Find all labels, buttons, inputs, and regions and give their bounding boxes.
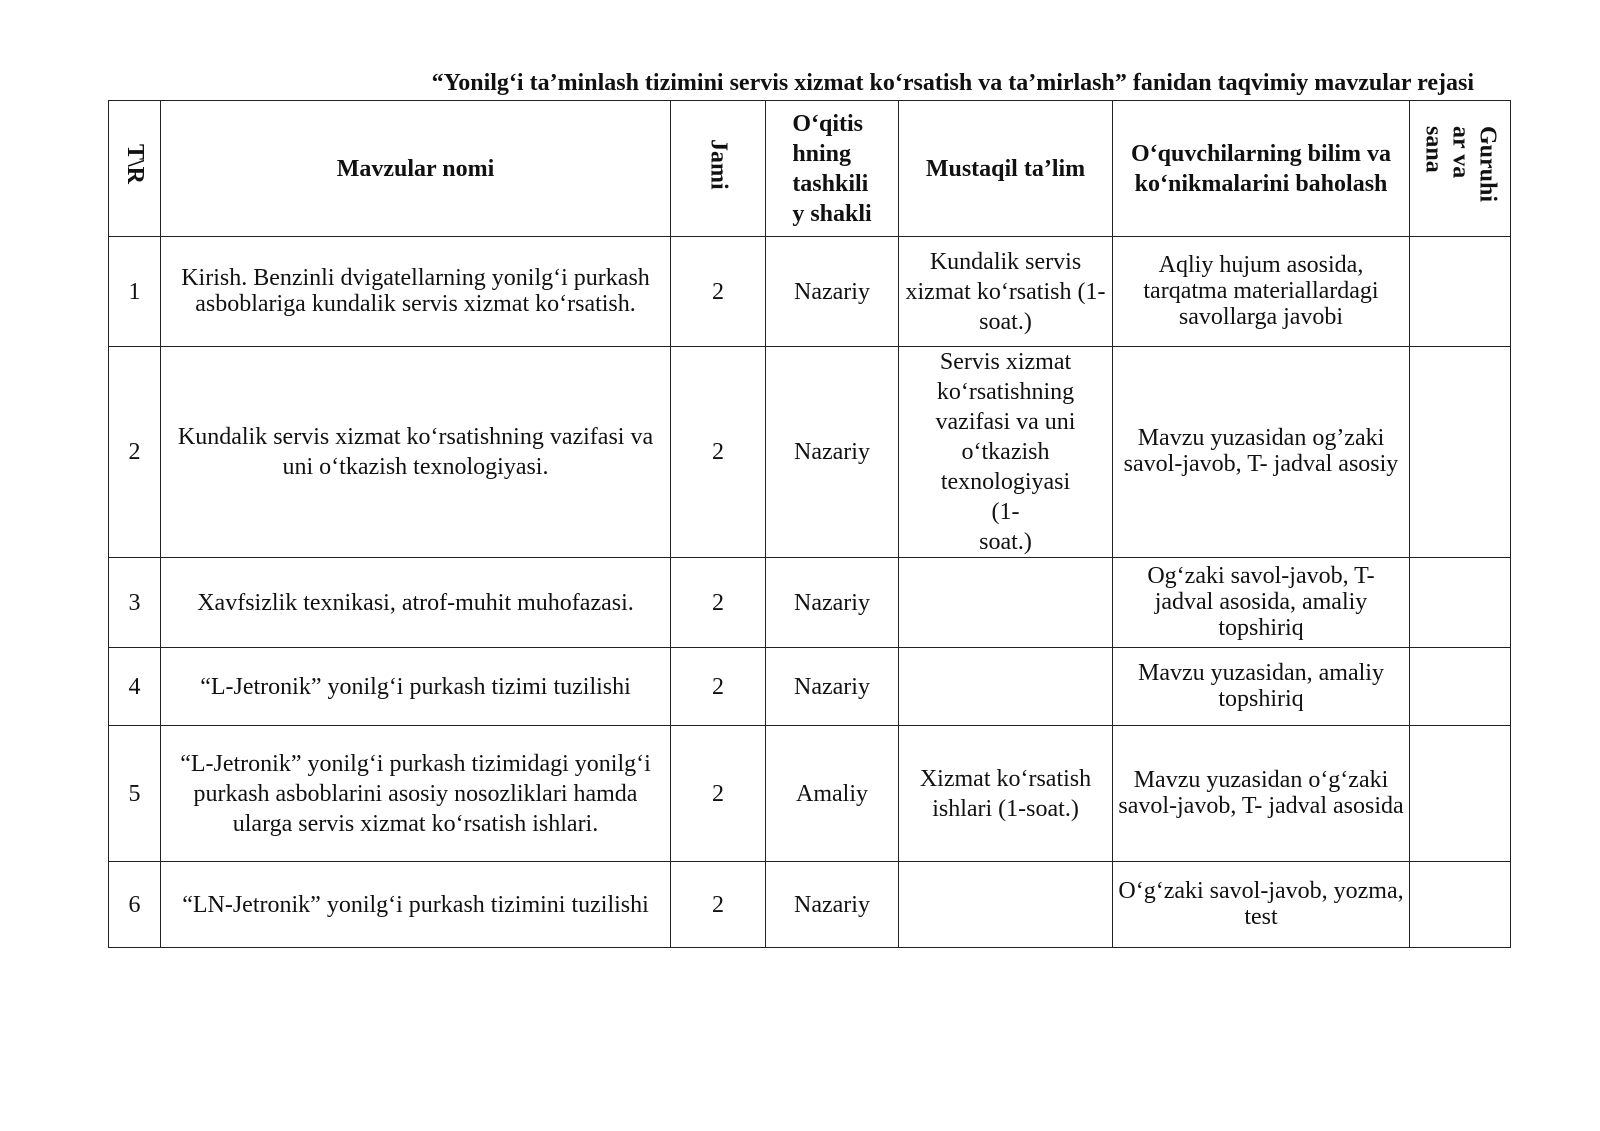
row-independent: Kundalik servis xizmat ko‘rsatish (1-soat.) <box>899 237 1113 347</box>
row-groups <box>1410 347 1511 558</box>
row-assessment-text: O‘g‘zaki savol-javob, yozma, test <box>1118 877 1404 930</box>
row-assessment <box>1113 558 1410 648</box>
header-assessment-label: O‘quvchilarning bilim va ko‘nikmalarini baholash <box>1130 140 1392 197</box>
row-number: 4 <box>109 648 161 726</box>
row-topic: Xavfsizlik texnikasi, atrof-muhit muhofazasi. <box>161 558 671 648</box>
row-form: Nazariy <box>766 648 899 726</box>
row-groups <box>1410 558 1511 648</box>
row-total: 2 <box>671 347 766 558</box>
row-assessment <box>1113 648 1410 726</box>
header-groups-label: Guruhi ar va sana <box>1420 126 1501 203</box>
table-row <box>109 347 1511 558</box>
row-independent <box>899 648 1113 726</box>
header-total <box>671 101 766 237</box>
header-tr <box>109 101 161 237</box>
row-topic: Kundalik servis xizmat ko‘rsatishning vazifasi va uni o‘tkazish texnologiyasi. <box>161 347 671 558</box>
row-groups <box>1410 237 1511 347</box>
table-row <box>109 648 1511 726</box>
row-topic-text: Kirish. Benzinli dvigatellarning yonilg‘i purkash asboblariga kundalik servis xizmat ko‘rsatish. <box>181 264 650 317</box>
row-number: 2 <box>109 347 161 558</box>
row-number: 3 <box>109 558 161 648</box>
row-topic: “L-Jetronik” yonilg‘i purkash tizimi tuzilishi <box>161 648 671 726</box>
row-form: Amaliy <box>766 726 899 862</box>
row-independent: Xizmat ko‘rsatish ishlari (1-soat.) <box>899 726 1113 862</box>
row-total: 2 <box>671 648 766 726</box>
row-assessment-text: Mavzu yuzasidan o‘g‘zaki savol-javob, T- jadval asosida <box>1118 766 1404 819</box>
header-groups <box>1410 101 1511 237</box>
table-header-row <box>109 101 1511 237</box>
header-assessment <box>1113 101 1410 237</box>
row-assessment <box>1113 726 1410 862</box>
header-independent <box>899 101 1113 237</box>
topic-plan-table <box>108 100 1511 948</box>
header-independent-label: Mustaqil ta’lim <box>925 155 1086 182</box>
row-number: 6 <box>109 862 161 948</box>
row-form: Nazariy <box>766 347 899 558</box>
row-topic: “L-Jetronik” yonilg‘i purkash tizimidagi yonilg‘i purkash asboblarini asosiy nosozliklari hamda ularga servis xizmat ko‘rsatish ishlari. <box>161 726 671 862</box>
row-number: 5 <box>109 726 161 862</box>
row-independent: Servis xizmat ko‘rsatishning vazifasi va uni o‘tkazish texnologiyasi (1- soat.) <box>899 347 1113 558</box>
row-assessment <box>1113 347 1410 558</box>
table-row <box>109 726 1511 862</box>
row-assessment-text: Og‘zaki savol-javob, T- jadval asosida, amaliy topshiriq <box>1147 562 1375 641</box>
row-topic: “LN-Jetronik” yonilg‘i purkash tizimini tuzilishi <box>161 862 671 948</box>
table-row <box>109 558 1511 648</box>
row-total: 2 <box>671 726 766 862</box>
row-independent <box>899 558 1113 648</box>
header-tr-label: T\R <box>122 144 148 185</box>
row-groups <box>1410 648 1511 726</box>
row-total: 2 <box>671 237 766 347</box>
row-topic <box>161 237 671 347</box>
row-form: Nazariy <box>766 862 899 948</box>
table-row <box>109 862 1511 948</box>
row-total: 2 <box>671 862 766 948</box>
header-form <box>766 101 899 237</box>
table-row <box>109 237 1511 347</box>
row-number: 1 <box>109 237 161 347</box>
row-form: Nazariy <box>766 237 899 347</box>
row-assessment-text: Mavzu yuzasidan og’zaki savol-javob, T- jadval asosiy <box>1123 425 1399 477</box>
header-form-label: O‘qitis hning tashkili y shakli <box>792 110 872 227</box>
row-groups <box>1410 862 1511 948</box>
row-form: Nazariy <box>766 558 899 648</box>
header-topic-label: Mavzular nomi <box>336 155 495 182</box>
row-assessment <box>1113 862 1410 948</box>
row-groups <box>1410 726 1511 862</box>
document-title: “Yonilg‘i ta’minlash tizimini servis xizmat ko‘rsatish va ta’mirlash” fanidan taqvimiy mavzular rejasi <box>431 70 1474 96</box>
header-topic <box>161 101 671 237</box>
row-assessment-text: Aqliy hujum asosida, tarqatma materiallardagi savollarga javobi <box>1143 251 1379 330</box>
row-independent <box>899 862 1113 948</box>
row-assessment <box>1113 237 1410 347</box>
header-total-label: Jami <box>705 139 732 190</box>
row-assessment-text: Mavzu yuzasidan, amaliy topshiriq <box>1138 659 1384 712</box>
row-total: 2 <box>671 558 766 648</box>
